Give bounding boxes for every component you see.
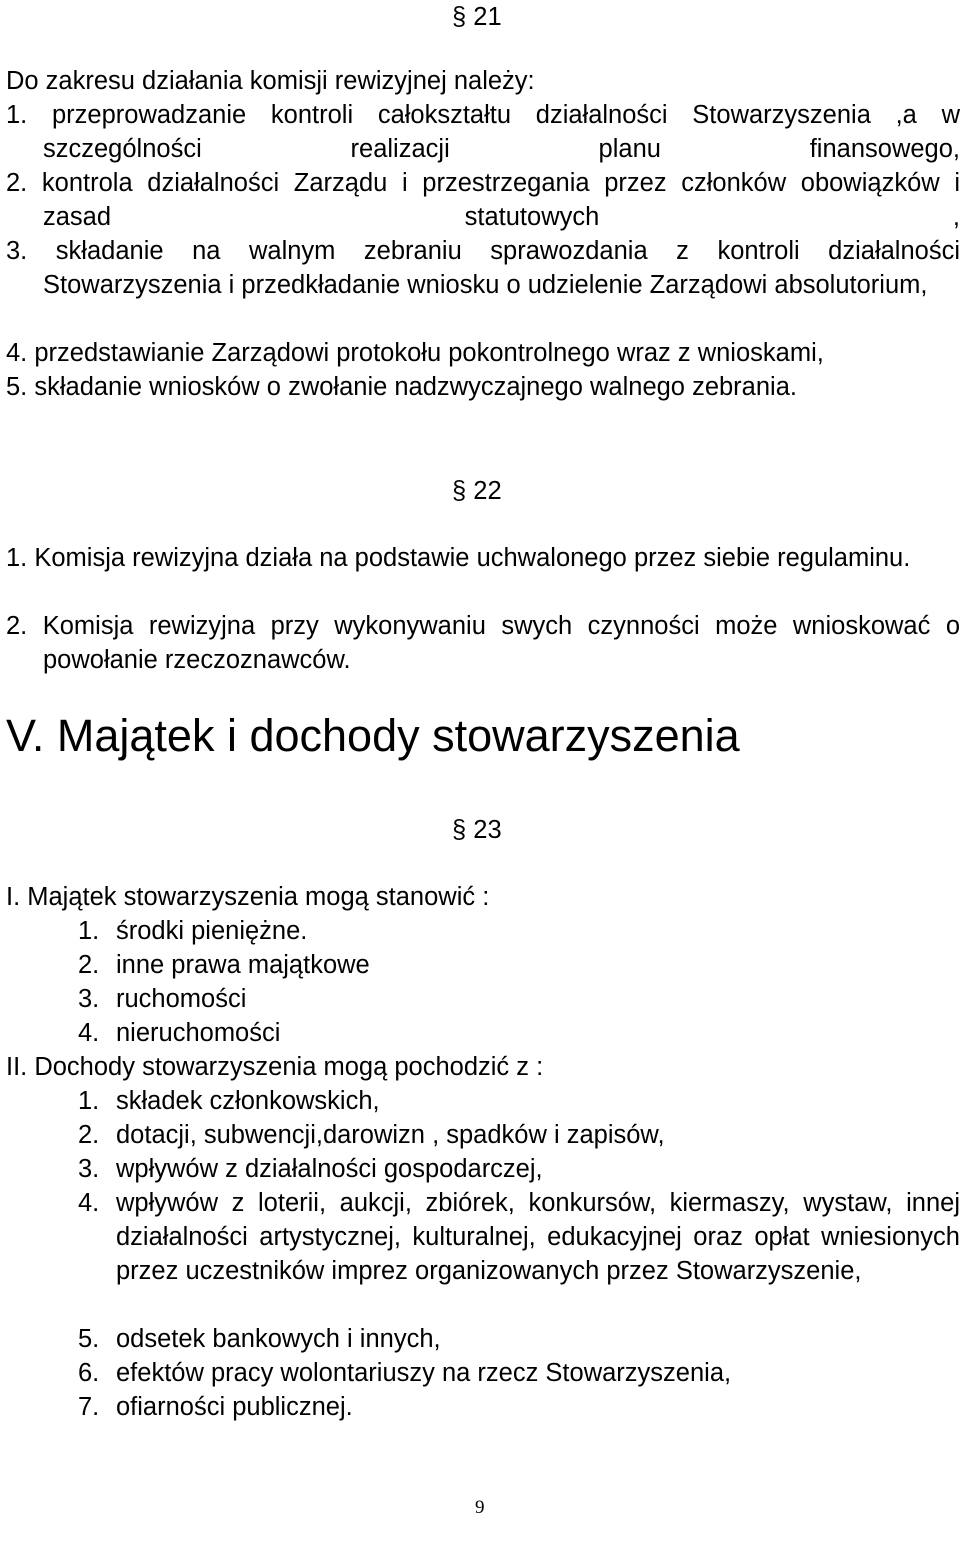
list-item: 4. wpływów z loterii, aukcji, zbiórek, konkursów, kiermaszy, wystaw, innej działalności artystycznej, kulturalnej, edukacyjnej oraz opłat wniesionych przez uczestników imprez organizowanych przez Stowarzyszenie, xyxy=(78,1189,960,1285)
section-22-symbol: § 22 xyxy=(452,477,502,505)
list-item: 2. inne prawa majątkowe xyxy=(78,951,370,979)
list-item: 4. nieruchomości xyxy=(78,1019,281,1047)
section-21-item-4: 4. przedstawianie Zarządowi protokołu pokontrolnego wraz z wnioskami, xyxy=(6,339,824,367)
section-21-item-1: 1. przeprowadzanie kontroli całokształtu działalności Stowarzyszenia ,a w szczególności realizacji planu finansowego, xyxy=(6,101,960,163)
section-22-item-1: 1. Komisja rewizyjna działa na podstawie uchwalonego przez siebie regulaminu. xyxy=(6,544,911,572)
list-item: 3. ruchomości xyxy=(78,985,247,1013)
section-22-item-2: 2. Komisja rewizyjna przy wykonywaniu swych czynności może wnioskować o powołanie rzeczoznawców. xyxy=(6,612,960,674)
list-item: 1. składek członkowskich, xyxy=(78,1087,380,1115)
list-item: 5. odsetek bankowych i innych, xyxy=(78,1325,441,1353)
section-21-item-3: 3. składanie na walnym zebraniu sprawozdania z kontroli działalności Stowarzyszenia i przedkładanie wniosku o udzielenie Zarządowi absolutorium, xyxy=(6,237,960,299)
list-item: 6. efektów pracy wolontariuszy na rzecz Stowarzyszenia, xyxy=(78,1359,732,1387)
section-21-intro: Do zakresu działania komisji rewizyjnej należy: xyxy=(6,67,535,95)
section-21-symbol: § 21 xyxy=(452,3,502,31)
list-item: 2. dotacji, subwencji,darowizn , spadków i zapisów, xyxy=(78,1121,665,1149)
section-23-part1-heading: I. Majątek stowarzyszenia mogą stanowić : xyxy=(6,883,490,911)
page-number: 9 xyxy=(475,1497,485,1518)
section-23-symbol: § 23 xyxy=(452,816,502,844)
section-23-part2-heading: II. Dochody stowarzyszenia mogą pochodzić z : xyxy=(6,1053,544,1081)
list-item: 7. ofiarności publicznej. xyxy=(78,1393,353,1421)
section-21-item-2: 2. kontrola działalności Zarządu i przestrzegania przez członków obowiązków i zasad statutowych , xyxy=(6,169,960,231)
section-21-item-5: 5. składanie wniosków o zwołanie nadzwyczajnego walnego zebrania. xyxy=(6,373,797,401)
chapter-v-title: V. Majątek i dochody stowarzyszenia xyxy=(6,710,740,761)
list-item: 1. środki pieniężne. xyxy=(78,917,308,945)
list-item: 3. wpływów z działalności gospodarczej, xyxy=(78,1155,543,1183)
